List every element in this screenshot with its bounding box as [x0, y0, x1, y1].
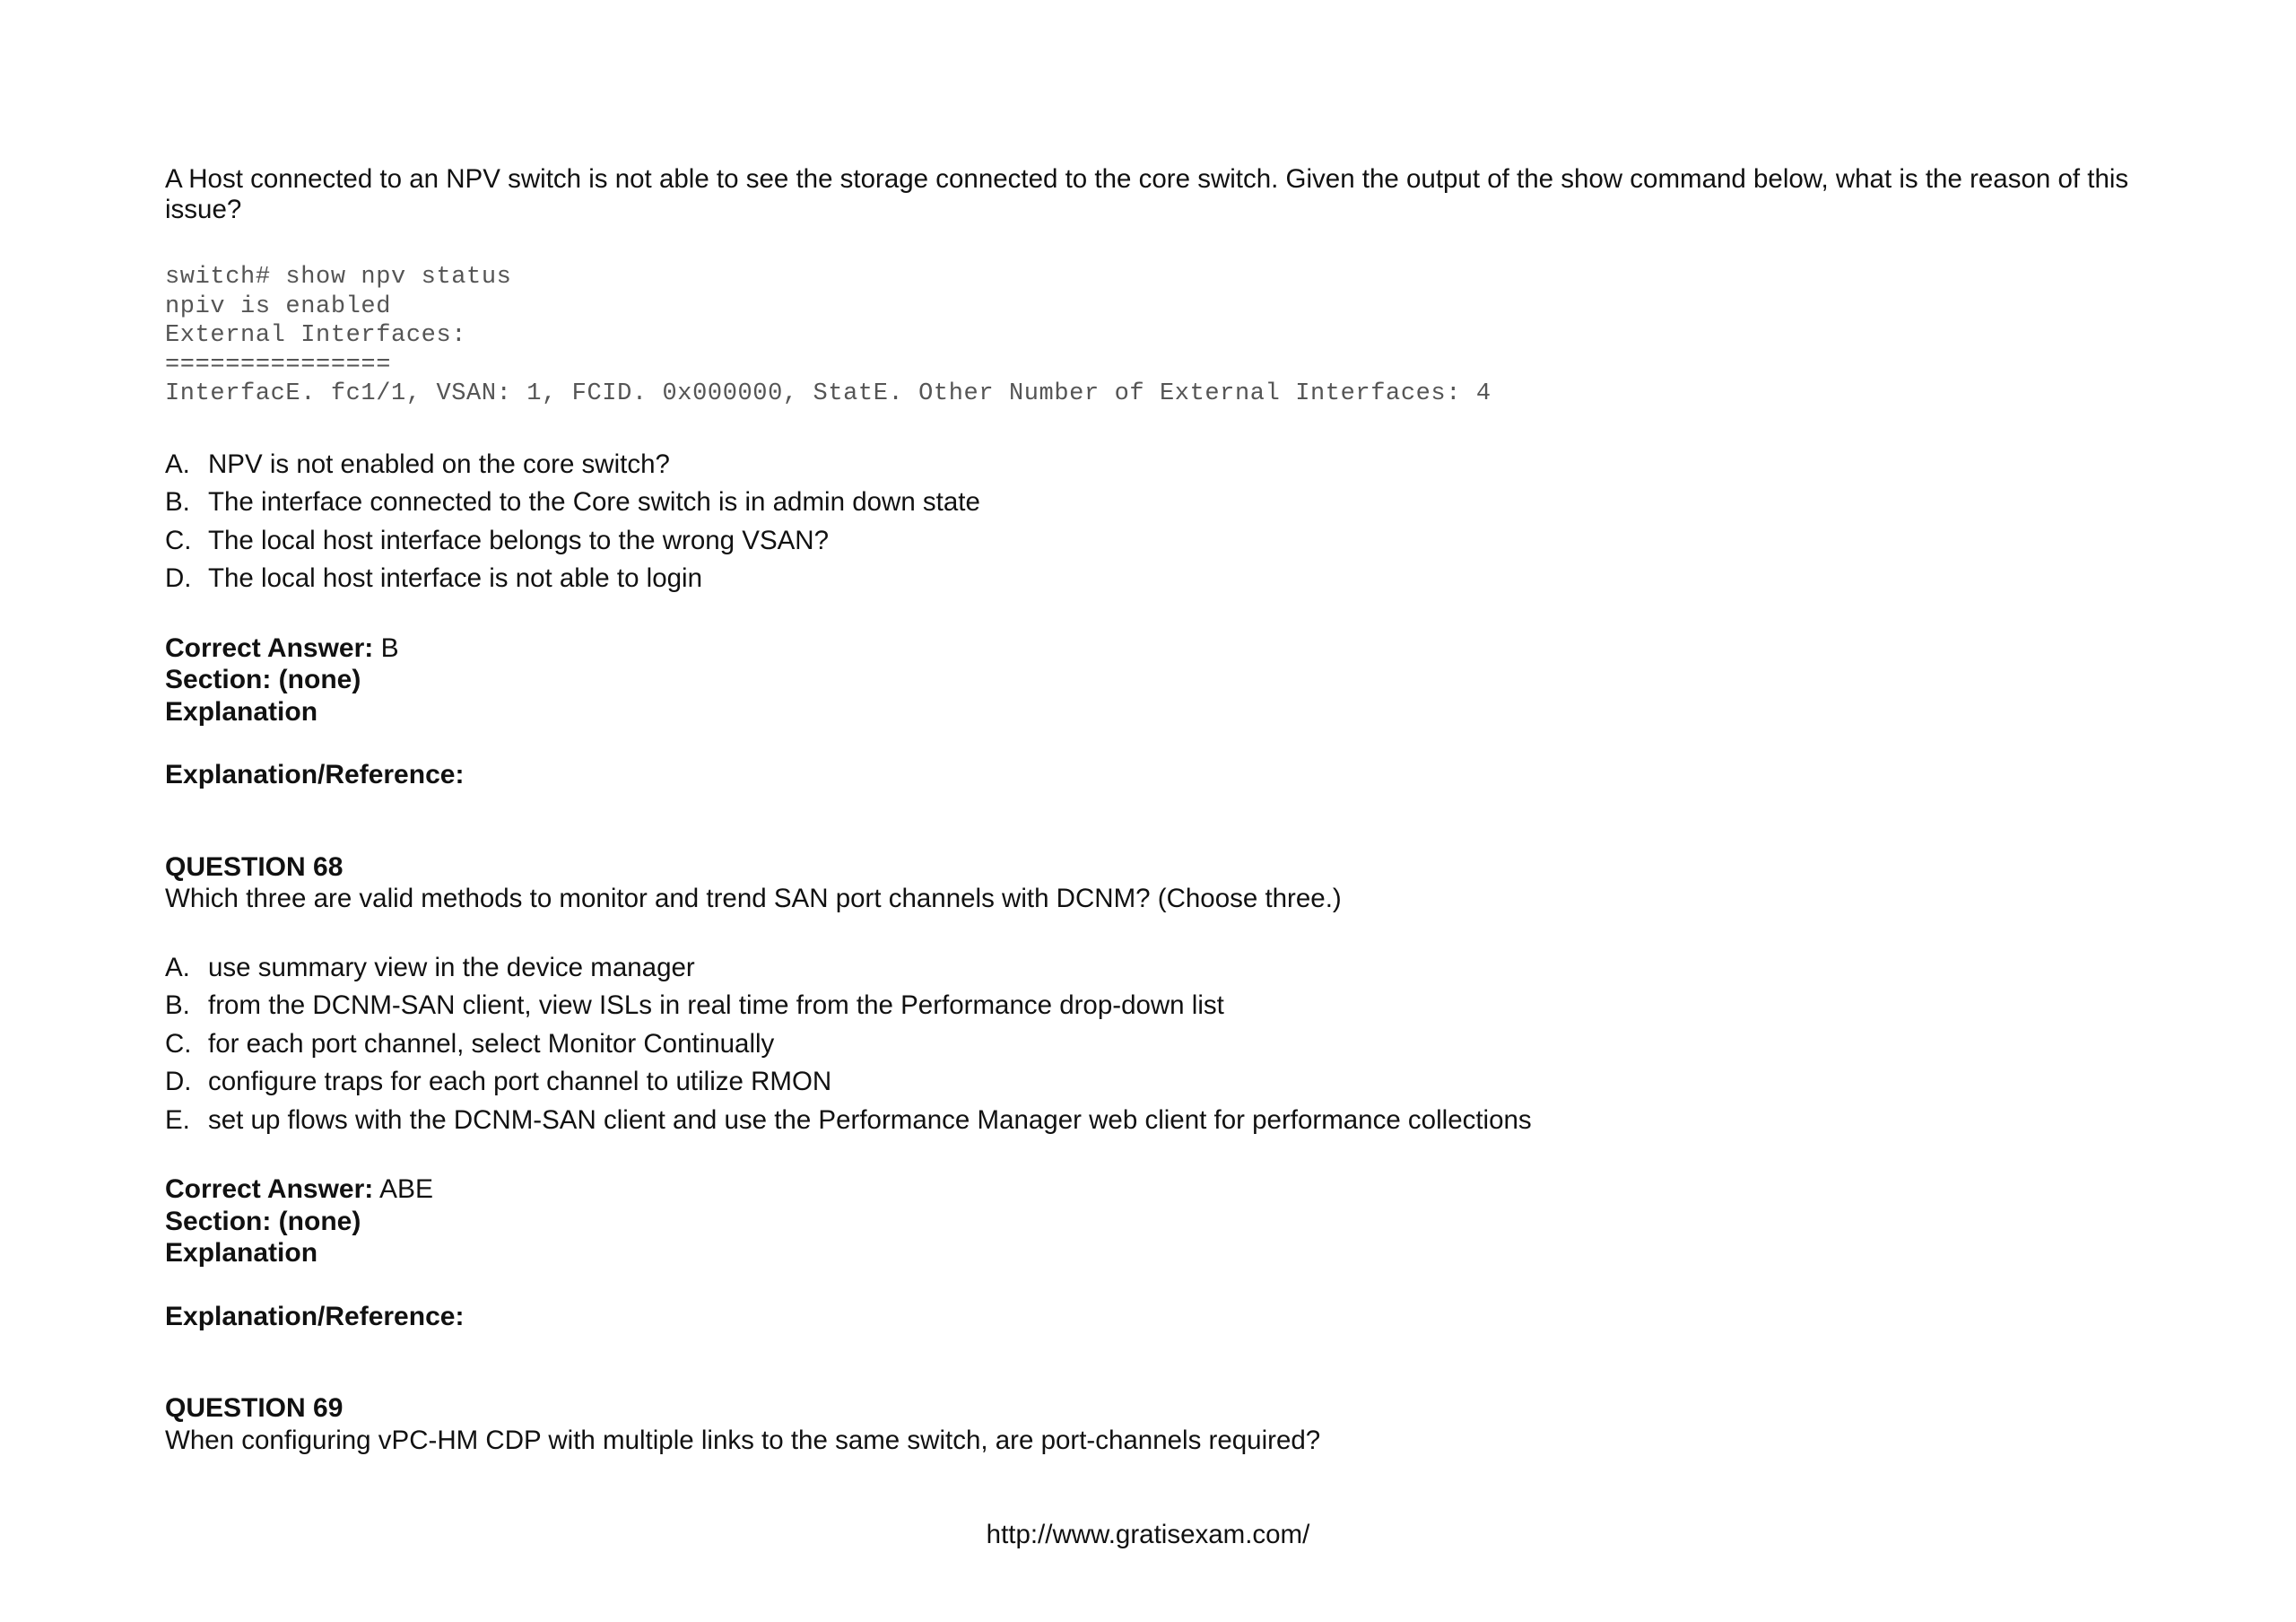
correct-answer-label: Correct Answer: [165, 1174, 374, 1204]
option-item [165, 560, 2156, 598]
option-item [165, 446, 2156, 484]
option-item [165, 522, 2156, 561]
option-item [165, 484, 2156, 522]
section-label: Section: (none) [165, 1206, 361, 1236]
correct-answer-line [165, 632, 2156, 665]
option-letter: C. [165, 525, 192, 555]
code-line: npiv is enabled [165, 292, 392, 320]
explanation-label: Explanation [165, 1238, 318, 1268]
option-text: The interface connected to the Core switch is in admin down state [208, 487, 980, 517]
code-line: External Interfaces: [165, 322, 467, 349]
explanation-label: Explanation [165, 696, 318, 727]
explanation-reference-label: Explanation/Reference: [165, 1301, 465, 1331]
option-item [165, 1102, 2156, 1140]
option-text: The local host interface is not able to login [208, 563, 702, 593]
option-letter: D. [165, 563, 192, 593]
correct-answer-line [165, 1173, 2156, 1206]
option-text: use summary view in the device manager [208, 952, 695, 982]
option-item [165, 1025, 2156, 1064]
option-letter: B. [165, 990, 190, 1020]
option-letter: A. [165, 449, 190, 479]
question-67-options [165, 446, 2156, 598]
option-item [165, 987, 2156, 1025]
show-npv-status-output [165, 263, 2156, 409]
option-letter: A. [165, 952, 190, 982]
question-69-text: When configuring vPC-HM CDP with multiple links to the same switch, are port-channels required? [165, 1425, 1321, 1455]
correct-answer-label: Correct Answer: [165, 632, 374, 663]
question-68-text: Which three are valid methods to monitor and trend SAN port channels with DCNM? (Choose three.) [165, 884, 1342, 913]
option-text: from the DCNM-SAN client, view ISLs in real time from the Performance drop-down list [208, 990, 1224, 1020]
correct-answer-value: ABE [378, 1174, 433, 1204]
option-letter: C. [165, 1028, 192, 1059]
option-text: for each port channel, select Monitor Continually [208, 1028, 775, 1059]
question-67-text: A Host connected to an NPV switch is not able to see the storage connected to the core switch. Given the output of the show command below, what is the reason of this issue? [165, 164, 2129, 224]
code-line: InterfacE. fc1/1, VSAN: 1, FCID. 0x000000, StatE. Other Number of External Interfaces: 4 [165, 380, 1492, 407]
question-67-answer [165, 632, 2156, 728]
explanation-reference-label: Explanation/Reference: [165, 760, 465, 789]
option-letter: B. [165, 487, 190, 517]
question-68-answer [165, 1173, 2156, 1269]
question-69-heading: QUESTION 69 [165, 1393, 344, 1423]
option-item [165, 1063, 2156, 1102]
option-text: configure traps for each port channel to utilize RMON [208, 1067, 832, 1096]
code-line: =============== [165, 351, 392, 379]
option-letter: E. [165, 1104, 190, 1135]
footer-url: http://www.gratisexam.com/ [986, 1520, 1310, 1549]
exam-page [165, 164, 2156, 1456]
question-68-heading: QUESTION 68 [165, 851, 344, 882]
code-line: switch# show npv status [165, 264, 512, 291]
option-item [165, 949, 2156, 988]
section-label: Section: (none) [165, 665, 361, 694]
option-text: set up flows with the DCNM-SAN client and use the Performance Manager web client for performance collections [208, 1104, 1532, 1135]
correct-answer-value: B [380, 632, 399, 663]
option-text: The local host interface belongs to the wrong VSAN? [208, 525, 830, 555]
question-68-options [165, 949, 2156, 1140]
option-text: NPV is not enabled on the core switch? [208, 449, 670, 479]
option-letter: D. [165, 1067, 192, 1096]
